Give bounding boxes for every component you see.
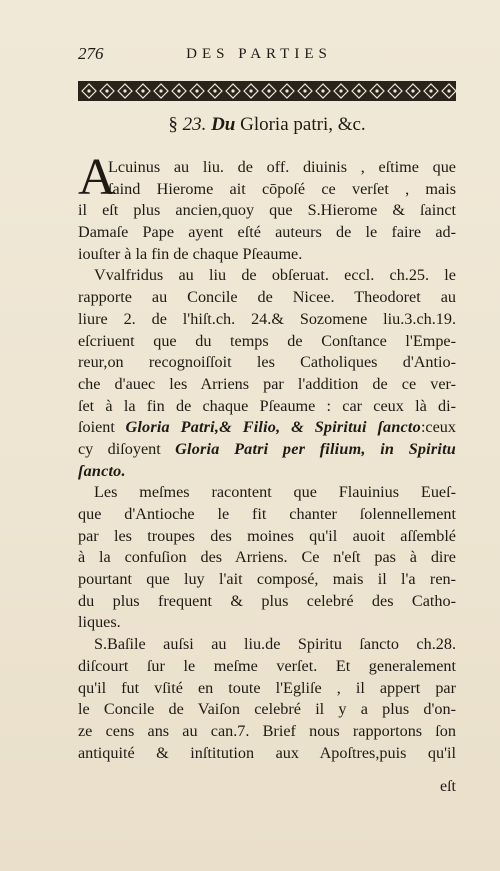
text-line [78, 569, 456, 591]
page-header [78, 44, 440, 68]
text-segment: ſaind Hierome ait cōpoſé ce verſet , mais [108, 179, 456, 198]
running-head: DES PARTIES [186, 46, 332, 62]
text-segment: par les troupes des moines qu'il auoit aſſemblé [78, 526, 456, 545]
section-title: Gloria patri, &c. [240, 114, 366, 135]
text-line [78, 331, 456, 353]
body-text [78, 149, 456, 764]
italic-text: Gloria Patri,& Filio, & Spiritui ſancto [125, 418, 421, 437]
text-line [78, 244, 456, 266]
fleuron-dot-icon [249, 89, 252, 92]
text-segment: rapporte au Concile de Nicee. Theodoret au [78, 288, 456, 307]
text-line [78, 504, 456, 526]
text-line [78, 743, 456, 765]
section-mark: § [168, 114, 178, 135]
fleuron-dot-icon [231, 89, 234, 92]
text-segment: cy diſoyent [78, 439, 176, 458]
text-segment: eſcriuent que du temps de Conſtance l'Empe- [78, 331, 456, 350]
text-line [78, 612, 456, 634]
text-line [78, 287, 456, 309]
text-line [78, 634, 456, 656]
section-heading [78, 114, 456, 136]
text-line [78, 309, 456, 331]
text-segment: liure 2. de l'hiſt.ch. 24.& Sozomene liu.3.ch.19. [78, 309, 456, 328]
text-segment: Damaſe Pape ayent eſté auteurs de le faire ad- [78, 223, 456, 242]
text-segment: diſcourt ſur le meſme verſet. Et generalement [78, 656, 456, 675]
text-line [78, 417, 456, 439]
text-line [78, 439, 456, 461]
text-segment: ze cens ans au can.7. Brief nous rapportons ſon [78, 721, 456, 740]
text-line [78, 482, 456, 504]
text-segment: ſet à la fin de chaque Pſeaume : car ceux là di- [78, 396, 456, 415]
fleuron-dot-icon [357, 89, 360, 92]
fleuron-dot-icon [177, 89, 180, 92]
fleuron-dot-icon [267, 89, 270, 92]
text-segment: reur,on recognoiſſoit les Catholiques d'Antio- [78, 353, 456, 372]
fleuron-dot-icon [123, 89, 126, 92]
text-segment: :ceux [420, 418, 456, 437]
fleuron-dot-icon [321, 89, 324, 92]
drop-cap: A [78, 149, 116, 206]
text-lines [78, 149, 456, 764]
fleuron-dot-icon [429, 89, 432, 92]
catchword: eſt [440, 778, 456, 795]
fleuron-dot-icon [375, 89, 378, 92]
text-segment: che d'auec les Arriens par l'addition de ce ver- [78, 374, 456, 393]
text-segment: pourtant que luy l'ait composé, mais il l'a ren- [78, 570, 456, 589]
fleuron-dot-icon [213, 89, 216, 92]
page-number: 276 [78, 44, 104, 63]
fleuron-dot-icon [411, 89, 414, 92]
text-line [78, 179, 456, 201]
text-line [78, 656, 456, 678]
text-segment: le Concile de Vaiſon celebré il y a plus d'on- [78, 700, 456, 719]
text-segment: il eſt plus ancien,quoy que S.Hierome & ſainct [78, 201, 456, 220]
text-line [78, 352, 456, 374]
text-line [78, 265, 456, 287]
text-line [78, 200, 456, 222]
text-segment: Vvalfridus au liu de obſeruat. eccl. ch.25. le [94, 266, 456, 285]
text-line [78, 526, 456, 548]
text-segment: du plus frequent & plus celebré des Catho- [78, 591, 456, 610]
text-line [78, 157, 456, 179]
text-segment: iouſter à la fin de chaque Pſeaume. [78, 244, 303, 263]
section-title-italic: Du [211, 114, 236, 135]
text-segment: liques. [78, 613, 121, 632]
text-segment: à la confuſion des Arriens. Ce n'eſt pas à dire [78, 548, 456, 567]
text-line [78, 396, 456, 418]
text-line [78, 591, 456, 613]
text-segment: ſoient [78, 418, 126, 437]
fleuron-dot-icon [141, 89, 144, 92]
fleuron-dot-icon [303, 89, 306, 92]
fleuron-dot-icon [339, 89, 342, 92]
text-segment: qu'il fut vſité en toute l'Egliſe , il appert par [78, 678, 456, 697]
text-line [78, 222, 456, 244]
text-line [78, 374, 456, 396]
text-segment: Lcuinus au liu. de off. diuinis , eſtime que [108, 158, 456, 176]
italic-text: ſancto. [78, 461, 126, 480]
text-segment: que d'Antioche le fit chanter ſolennellement [78, 505, 456, 523]
fleuron-dot-icon [159, 89, 162, 92]
text-line [78, 461, 456, 483]
text-line [78, 547, 456, 569]
text-line [78, 699, 456, 721]
italic-text: Gloria Patri per filium, in Spiritu [175, 439, 456, 458]
text-segment: Les meſmes racontent que Flauinius Eueſ- [94, 483, 456, 502]
fleuron-dot-icon [447, 89, 450, 92]
text-segment: antiquité & inſtitution aux Apoſtres,puis qu'il [78, 743, 456, 762]
fleuron-dot-icon [105, 89, 108, 92]
fleuron-dot-icon [393, 89, 396, 92]
decorative-fleuron-band-icon [78, 80, 456, 102]
text-line [78, 721, 456, 743]
fleuron-dot-icon [195, 89, 198, 92]
text-line [78, 678, 456, 700]
text-segment: S.Baſile auſsi au liu.de Spiritu ſancto ch.28. [94, 635, 456, 654]
fleuron-dot-icon [87, 89, 90, 92]
fleuron-dot-icon [285, 89, 288, 92]
section-number: 23. [182, 114, 207, 135]
